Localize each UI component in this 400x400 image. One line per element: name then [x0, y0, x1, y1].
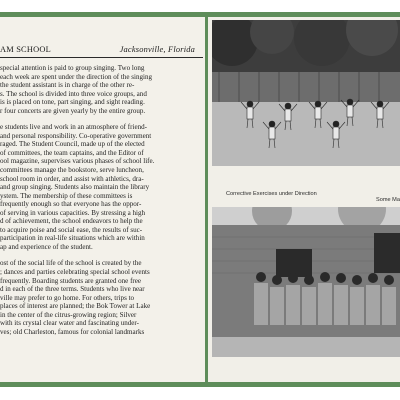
text-line: with its crystal clear water and fascinating under- — [0, 319, 139, 328]
school-location: Jacksonville, Florida — [119, 45, 195, 54]
text-line: ap and experience of the student. — [0, 242, 93, 251]
text-line: of committees, the team captains, and the Editor of — [0, 148, 144, 157]
text-line: e students live and work in an atmosphere of friend- — [0, 123, 147, 132]
group-portrait-photo — [212, 207, 400, 357]
text-line: r four concerts are given yearly by the entire group. — [0, 106, 146, 115]
text-line: and group singing. Students also maintain the library — [0, 183, 150, 192]
text-line: s. The school is divided into three voice groups, and — [0, 89, 147, 98]
text-line: raged. The Student Council, made up of the elected — [0, 140, 145, 149]
group-exercise-photo — [212, 20, 400, 188]
text-line: school room in order, and assist with athletics, dra- — [0, 174, 144, 183]
text-line: and personal responsibility. Co-operative government — [0, 131, 152, 140]
text-line: frequently. Boarding students are granted one free — [0, 276, 142, 285]
text-line: ves; old Charleston, famous for colonial landmarks — [0, 327, 145, 336]
text-line: participation in real-life situations which are within — [0, 234, 145, 243]
text-line: ool magazine, supervises various phases of school life. — [0, 157, 155, 166]
text-line: the student assistant is in charge of the other re- — [0, 81, 135, 90]
text-line: each week are spent under the direction of the singing — [0, 72, 153, 81]
text-line: ost of the social life of the school is created by the — [0, 259, 142, 268]
text-line: ville may prefer to go home. For others, trips to — [0, 293, 135, 302]
body-paragraph — [0, 123, 200, 251]
school-name: AM SCHOOL — [0, 45, 51, 54]
text-line: frequently enough so that everyone has the oppor- — [0, 200, 142, 209]
running-head — [0, 43, 203, 58]
text-line: places of interest are planned; the Bok Tower at Lake — [0, 302, 151, 311]
photo-caption-top: Corrective Exercises under Direction — [226, 191, 317, 197]
body-text — [0, 64, 200, 344]
text-line: ystem. The membership of these committees is — [0, 191, 133, 200]
body-paragraph — [0, 64, 200, 115]
text-line: of serving in various capacities. By stressing a high — [0, 208, 146, 217]
text-line: ; dances and parties celebrating special school events — [0, 268, 150, 277]
text-line: committees manage the bookstore, serve luncheon, — [0, 166, 144, 175]
photo-caption-cut: Some Ma — [376, 197, 400, 203]
text-line: to acquire poise and social ease, the results of suc- — [0, 225, 143, 234]
text-line: in the center of the citrus-growing region; Silver — [0, 310, 137, 319]
text-line: d in each of the three terms. Students who live near — [0, 285, 145, 294]
body-paragraph — [0, 259, 200, 336]
text-line: d of achievement, the school endeavors to help the — [0, 217, 143, 226]
text-line: is is placed on tone, part singing, and sight reading. — [0, 98, 145, 107]
text-line: special attention is paid to group singing. Two long — [0, 64, 145, 72]
